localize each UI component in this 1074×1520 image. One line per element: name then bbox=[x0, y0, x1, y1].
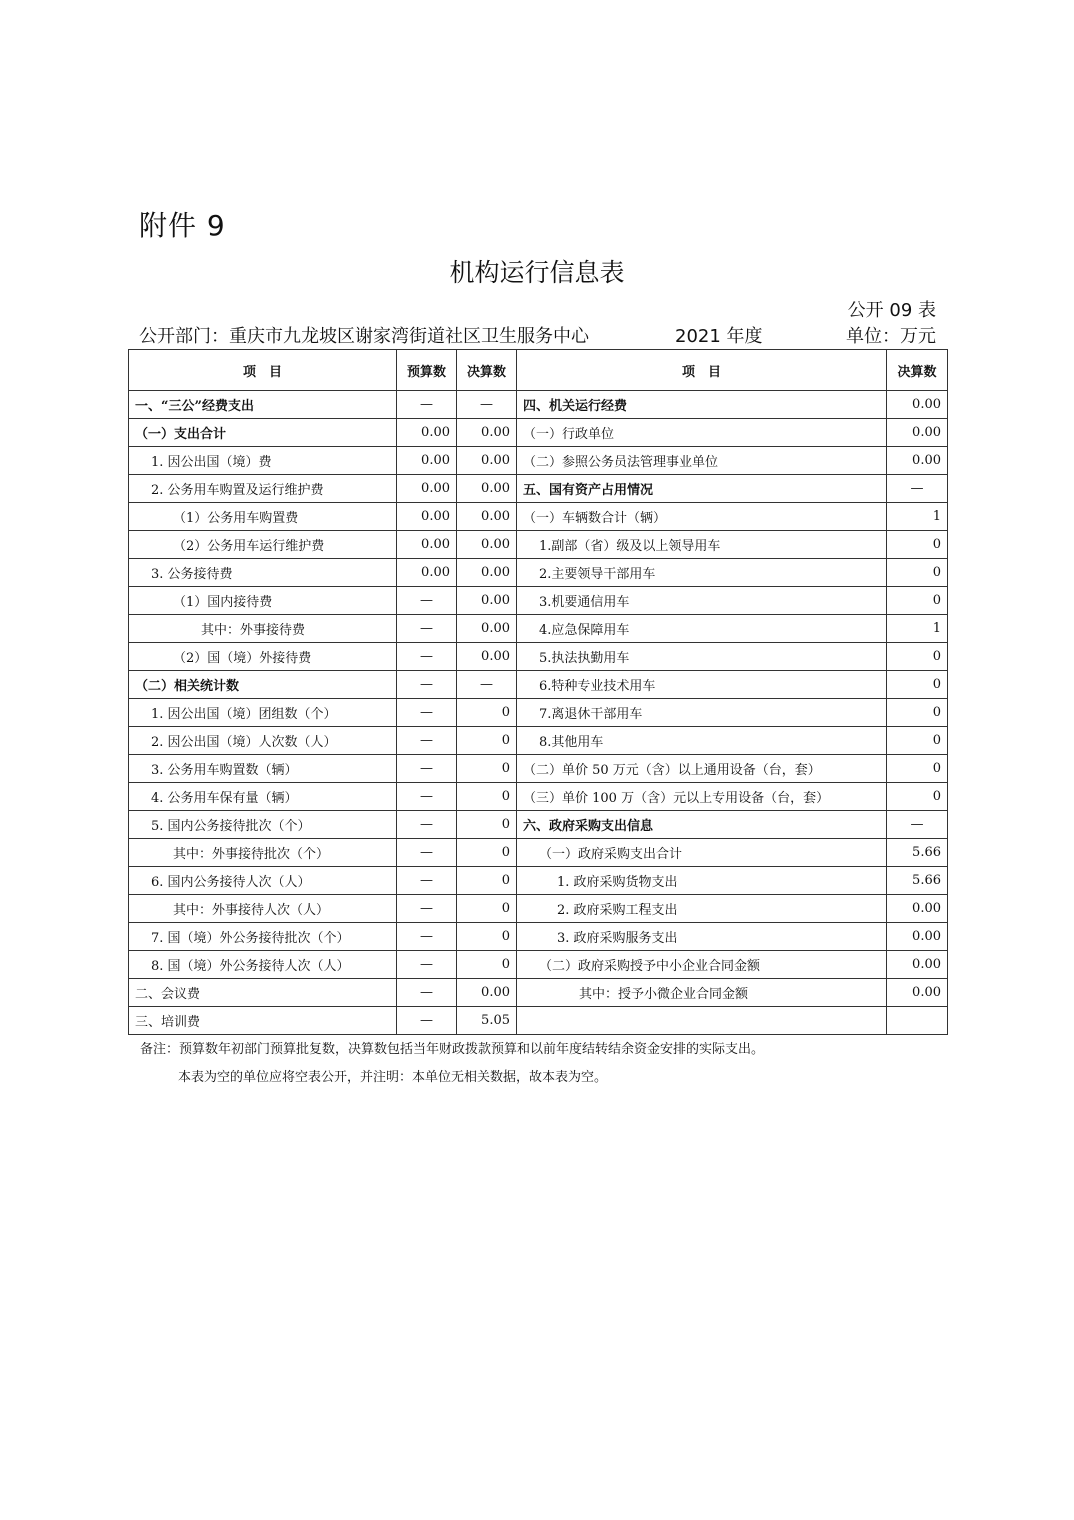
row-final-right: 0 bbox=[887, 755, 948, 783]
row-item: 3. 公务接待费 bbox=[129, 559, 397, 587]
table-header-row bbox=[129, 350, 948, 391]
table-row bbox=[129, 587, 948, 615]
row-final-right: 5.66 bbox=[887, 867, 948, 895]
row-final-right: 0.00 bbox=[887, 895, 948, 923]
row-item: （一）支出合计 bbox=[129, 419, 397, 447]
table-row bbox=[129, 615, 948, 643]
row-item: 2. 公务用车购置及运行维护费 bbox=[129, 475, 397, 503]
row-item-right: 7.离退休干部用车 bbox=[517, 699, 887, 727]
row-item-right: （一）车辆数合计（辆） bbox=[517, 503, 887, 531]
row-final: 0 bbox=[457, 951, 517, 979]
row-item-right: 其中：授予小微企业合同金额 bbox=[517, 979, 887, 1007]
row-item: 7. 国（境）外公务接待批次（个） bbox=[129, 923, 397, 951]
row-item-right: 2.主要领导干部用车 bbox=[517, 559, 887, 587]
row-final-right: — bbox=[887, 811, 948, 839]
row-budget: 0.00 bbox=[397, 559, 457, 587]
row-final-right: 0 bbox=[887, 559, 948, 587]
row-item: 二、会议费 bbox=[129, 979, 397, 1007]
table-row bbox=[129, 923, 948, 951]
table-row bbox=[129, 979, 948, 1007]
header-item-right: 项 目 bbox=[517, 350, 887, 391]
row-item-right: 4.应急保障用车 bbox=[517, 615, 887, 643]
fiscal-year: 2021 年度 bbox=[675, 326, 763, 347]
row-final-right: 0 bbox=[887, 783, 948, 811]
note-line: 备注：预算数年初部门预算批复数，决算数包括当年财政拨款预算和以前年度结转结余资金安排的实际支出。 bbox=[140, 1042, 765, 1057]
row-item: （2）公务用车运行维护费 bbox=[129, 531, 397, 559]
row-budget: — bbox=[397, 895, 457, 923]
row-item: 其中：外事接待人次（人） bbox=[129, 895, 397, 923]
row-budget: — bbox=[397, 979, 457, 1007]
table-row bbox=[129, 643, 948, 671]
row-final: 0 bbox=[457, 895, 517, 923]
row-item: 5. 国内公务接待批次（个） bbox=[129, 811, 397, 839]
table-row bbox=[129, 671, 948, 699]
row-budget: — bbox=[397, 727, 457, 755]
row-final-right: 0.00 bbox=[887, 923, 948, 951]
row-budget: 0.00 bbox=[397, 503, 457, 531]
row-final-right: 0 bbox=[887, 727, 948, 755]
row-final: 0.00 bbox=[457, 979, 517, 1007]
table-row bbox=[129, 531, 948, 559]
row-budget: 0.00 bbox=[397, 475, 457, 503]
header-final-right: 决算数 bbox=[887, 350, 948, 391]
row-budget: — bbox=[397, 643, 457, 671]
row-item-right: 2. 政府采购工程支出 bbox=[517, 895, 887, 923]
table-row bbox=[129, 727, 948, 755]
header-info bbox=[139, 322, 936, 348]
attachment-label: 附件 9 bbox=[139, 209, 226, 242]
row-item: 其中：外事接待批次（个） bbox=[129, 839, 397, 867]
row-final: 0 bbox=[457, 867, 517, 895]
row-final: 0.00 bbox=[457, 559, 517, 587]
row-final: 5.05 bbox=[457, 1007, 517, 1035]
row-final-right: 1 bbox=[887, 615, 948, 643]
row-final: 0.00 bbox=[457, 615, 517, 643]
row-final: 0 bbox=[457, 783, 517, 811]
row-item-right: （二）参照公务员法管理事业单位 bbox=[517, 447, 887, 475]
row-budget: — bbox=[397, 923, 457, 951]
row-final: 0.00 bbox=[457, 447, 517, 475]
row-item: 其中：外事接待费 bbox=[129, 615, 397, 643]
table-row bbox=[129, 475, 948, 503]
row-final-right: 0.00 bbox=[887, 391, 948, 419]
row-budget: 0.00 bbox=[397, 531, 457, 559]
row-final-right: 1 bbox=[887, 503, 948, 531]
row-final-right: 0.00 bbox=[887, 979, 948, 1007]
row-final: 0.00 bbox=[457, 643, 517, 671]
page-title: 机构运行信息表 bbox=[449, 258, 625, 287]
row-item-right: 1.副部（省）级及以上领导用车 bbox=[517, 531, 887, 559]
row-item: （二）相关统计数 bbox=[129, 671, 397, 699]
row-budget: — bbox=[397, 811, 457, 839]
table-row bbox=[129, 951, 948, 979]
table-row bbox=[129, 783, 948, 811]
header-item-left: 项 目 bbox=[129, 350, 397, 391]
row-item: 1. 因公出国（境）费 bbox=[129, 447, 397, 475]
row-budget: — bbox=[397, 755, 457, 783]
note-line: 本表为空的单位应将空表公开，并注明：本单位无相关数据，故本表为空。 bbox=[178, 1070, 608, 1085]
row-item-right: 8.其他用车 bbox=[517, 727, 887, 755]
table-row bbox=[129, 447, 948, 475]
row-item-right bbox=[517, 1007, 887, 1035]
row-budget: — bbox=[397, 783, 457, 811]
table-row bbox=[129, 419, 948, 447]
row-final-right: 5.66 bbox=[887, 839, 948, 867]
row-budget: — bbox=[397, 699, 457, 727]
table-row bbox=[129, 867, 948, 895]
row-item-right: 六、政府采购支出信息 bbox=[517, 811, 887, 839]
header-budget: 预算数 bbox=[397, 350, 457, 391]
row-final: 0.00 bbox=[457, 475, 517, 503]
row-item: 4. 公务用车保有量（辆） bbox=[129, 783, 397, 811]
row-final-right: 0 bbox=[887, 699, 948, 727]
row-budget: — bbox=[397, 867, 457, 895]
row-final: 0.00 bbox=[457, 503, 517, 531]
row-budget: — bbox=[397, 391, 457, 419]
row-item: （1）公务用车购置费 bbox=[129, 503, 397, 531]
row-final-right: 0 bbox=[887, 531, 948, 559]
unit-label: 单位：万元 bbox=[846, 326, 936, 347]
row-item-right: （三）单价 100 万（含）元以上专用设备（台，套） bbox=[517, 783, 887, 811]
row-final: — bbox=[457, 391, 517, 419]
operation-info-table bbox=[128, 349, 948, 1035]
table-row bbox=[129, 1007, 948, 1035]
row-item: 三、培训费 bbox=[129, 1007, 397, 1035]
row-budget: 0.00 bbox=[397, 447, 457, 475]
row-budget: — bbox=[397, 671, 457, 699]
row-final-right: 0 bbox=[887, 587, 948, 615]
header-final-left: 决算数 bbox=[457, 350, 517, 391]
row-final: 0 bbox=[457, 727, 517, 755]
row-budget: — bbox=[397, 839, 457, 867]
row-item-right: （二）单价 50 万元（含）以上通用设备（台，套） bbox=[517, 755, 887, 783]
table-row bbox=[129, 503, 948, 531]
table-row bbox=[129, 839, 948, 867]
row-item-right: 五、国有资产占用情况 bbox=[517, 475, 887, 503]
row-budget: — bbox=[397, 1007, 457, 1035]
row-item-right: 3. 政府采购服务支出 bbox=[517, 923, 887, 951]
row-final: 0 bbox=[457, 923, 517, 951]
row-item-right: 1. 政府采购货物支出 bbox=[517, 867, 887, 895]
row-final: 0 bbox=[457, 839, 517, 867]
row-budget: — bbox=[397, 587, 457, 615]
row-item: 1. 因公出国（境）团组数（个） bbox=[129, 699, 397, 727]
notes bbox=[140, 1040, 764, 1096]
table-row bbox=[129, 811, 948, 839]
row-budget: — bbox=[397, 951, 457, 979]
table-row bbox=[129, 755, 948, 783]
row-item: 8. 国（境）外公务接待人次（人） bbox=[129, 951, 397, 979]
row-final: — bbox=[457, 671, 517, 699]
row-budget: — bbox=[397, 615, 457, 643]
table-row bbox=[129, 699, 948, 727]
table-row bbox=[129, 391, 948, 419]
row-final: 0 bbox=[457, 699, 517, 727]
row-item: 6. 国内公务接待人次（人） bbox=[129, 867, 397, 895]
row-final: 0.00 bbox=[457, 531, 517, 559]
row-budget: 0.00 bbox=[397, 419, 457, 447]
row-final-right: 0.00 bbox=[887, 447, 948, 475]
row-final-right: 0 bbox=[887, 671, 948, 699]
row-item: （1）国内接待费 bbox=[129, 587, 397, 615]
row-final-right: 0.00 bbox=[887, 951, 948, 979]
row-final-right: 0 bbox=[887, 643, 948, 671]
row-item: （2）国（境）外接待费 bbox=[129, 643, 397, 671]
row-item: 2. 因公出国（境）人次数（人） bbox=[129, 727, 397, 755]
row-item-right: （一）行政单位 bbox=[517, 419, 887, 447]
department: 公开部门：重庆市九龙坡区谢家湾街道社区卫生服务中心 bbox=[139, 326, 589, 347]
table-row bbox=[129, 559, 948, 587]
row-final: 0.00 bbox=[457, 587, 517, 615]
row-final: 0.00 bbox=[457, 419, 517, 447]
row-item-right: 四、机关运行经费 bbox=[517, 391, 887, 419]
table-number: 公开 09 表 bbox=[847, 300, 936, 321]
row-item-right: 3.机要通信用车 bbox=[517, 587, 887, 615]
row-final: 0 bbox=[457, 755, 517, 783]
row-item-right: （一）政府采购支出合计 bbox=[517, 839, 887, 867]
row-final-right: 0.00 bbox=[887, 419, 948, 447]
row-item-right: 5.执法执勤用车 bbox=[517, 643, 887, 671]
table-row bbox=[129, 895, 948, 923]
row-final: 0 bbox=[457, 811, 517, 839]
row-item-right: （二）政府采购授予中小企业合同金额 bbox=[517, 951, 887, 979]
row-item-right: 6.特种专业技术用车 bbox=[517, 671, 887, 699]
row-final-right bbox=[887, 1007, 948, 1035]
row-item: 一、“三公”经费支出 bbox=[129, 391, 397, 419]
row-item: 3. 公务用车购置数（辆） bbox=[129, 755, 397, 783]
row-final-right: — bbox=[887, 475, 948, 503]
